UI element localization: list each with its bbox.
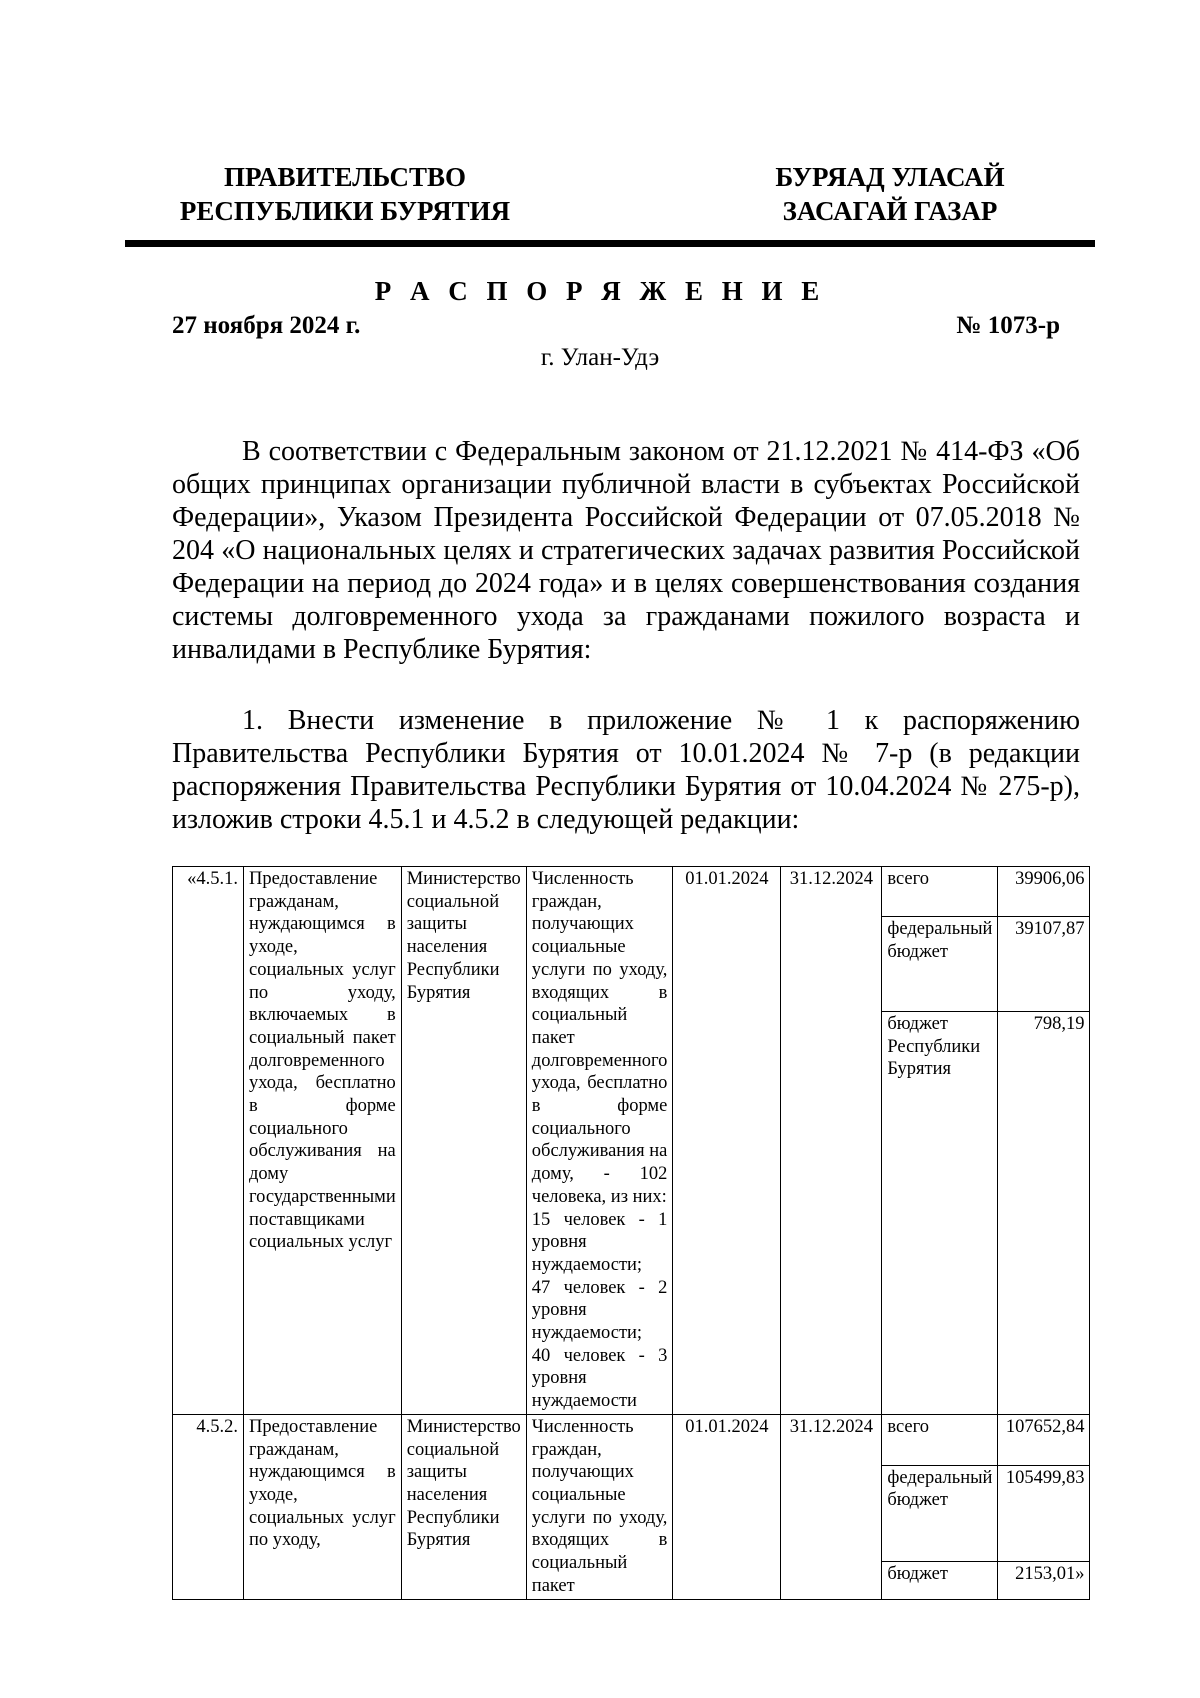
funding-amount-total: 107652,84 (998, 1414, 1090, 1465)
indicator-cell: Численность граждан, получающих социальные услуги по уходу, входящих в социальный пакет долговременного ухода, бесплатно в форме социального обслуживания на дому, - 102 человека, из них: 15 человек - 1 уровня нуждаемости; 47 человек - 2 уровня нуждаемости; 40 человек - 3 уровня нуждаемости (526, 867, 673, 1415)
start-date-cell: 01.01.2024 (673, 867, 781, 1415)
funding-amount-total: 39906,06 (998, 867, 1090, 917)
indicator-cell: Численность граждан, получающих социальные услуги по уходу, входящих в социальный пакет (526, 1414, 673, 1599)
government-title-buryat: БУРЯАД УЛАСАЙ ЗАСАГАЙ ГАЗАР (775, 162, 1005, 226)
funding-source-total: всего (882, 1414, 998, 1465)
row-number: «4.5.1. (173, 867, 244, 1415)
measure-cell: Предоставление гражданам, нуждающимся в уходе, социальных услуг по уходу, включаемых в социальный пакет долговременного ухода, бесплатно в форме социального обслуживания на дому государственными поставщиками социальных услуг (244, 867, 402, 1415)
document-kind: Р А С П О Р Я Ж Е Н И Е (374, 276, 826, 306)
document-date: 27 ноября 2024 г. (172, 312, 361, 339)
funding-amount-regional: 798,19 (998, 1011, 1090, 1414)
executor-cell: Министерство социальной защиты населения Республики Бурятия (401, 1414, 526, 1599)
funding-amount-federal: 105499,83 (998, 1465, 1090, 1561)
start-date-cell: 01.01.2024 (673, 1414, 781, 1599)
funding-source-regional: бюджет Республики Бурятия (882, 1011, 998, 1414)
funding-source-federal: федеральный бюджет (882, 917, 998, 1012)
document-number: № 1073-р (956, 312, 1060, 339)
funding-source-regional: бюджет (882, 1561, 998, 1599)
row-number: 4.5.2. (173, 1414, 244, 1599)
document-city: г. Улан-Удэ (540, 344, 660, 371)
end-date-cell: 31.12.2024 (781, 1414, 882, 1599)
table-row (173, 867, 1090, 917)
measure-cell: Предоставление гражданам, нуждающимся в уходе, социальных услуг по уходу, (244, 1414, 402, 1599)
funding-source-federal: федеральный бюджет (882, 1465, 998, 1561)
amendment-table (172, 866, 1090, 1600)
table-row (173, 1414, 1090, 1465)
executor-cell: Министерство социальной защиты населения Республики Бурятия (401, 867, 526, 1415)
clause-1-text: 1. Внести изменение в приложение № 1 к распоряжению Правительства Республики Бурятия от 10.01.2024 № 7-р (в редакции распоряжения Правительства Республики Бурятия от 10.04.2024 № 275-р), изложив строки 4.5.1 и 4.5.2 в следующей редакции: (172, 705, 1080, 835)
government-title-russian: ПРАВИТЕЛЬСТВО РЕСПУБЛИКИ БУРЯТИЯ (179, 162, 511, 226)
preamble-text: В соответствии с Федеральным законом от 21.12.2021 № 414-ФЗ «Об общих принципах организации публичной власти в субъектах Российской Федерации», Указом Президента Российской Федерации от 07.05.2018 № 204 «О национальных целях и стратегических задачах развития Российской Федерации на период до 2024 года» и в целях совершенствования создания системы долговременного ухода за гражданами пожилого возраста и инвалидами в Республике Бурятия: (172, 436, 1080, 665)
funding-amount-federal: 39107,87 (998, 917, 1090, 1012)
funding-source-total: всего (882, 867, 998, 917)
funding-amount-regional: 2153,01» (998, 1561, 1090, 1599)
clause-1-paragraph (172, 704, 1080, 836)
end-date-cell: 31.12.2024 (781, 867, 882, 1415)
preamble-paragraph (172, 435, 1080, 666)
header-divider (125, 240, 1095, 247)
